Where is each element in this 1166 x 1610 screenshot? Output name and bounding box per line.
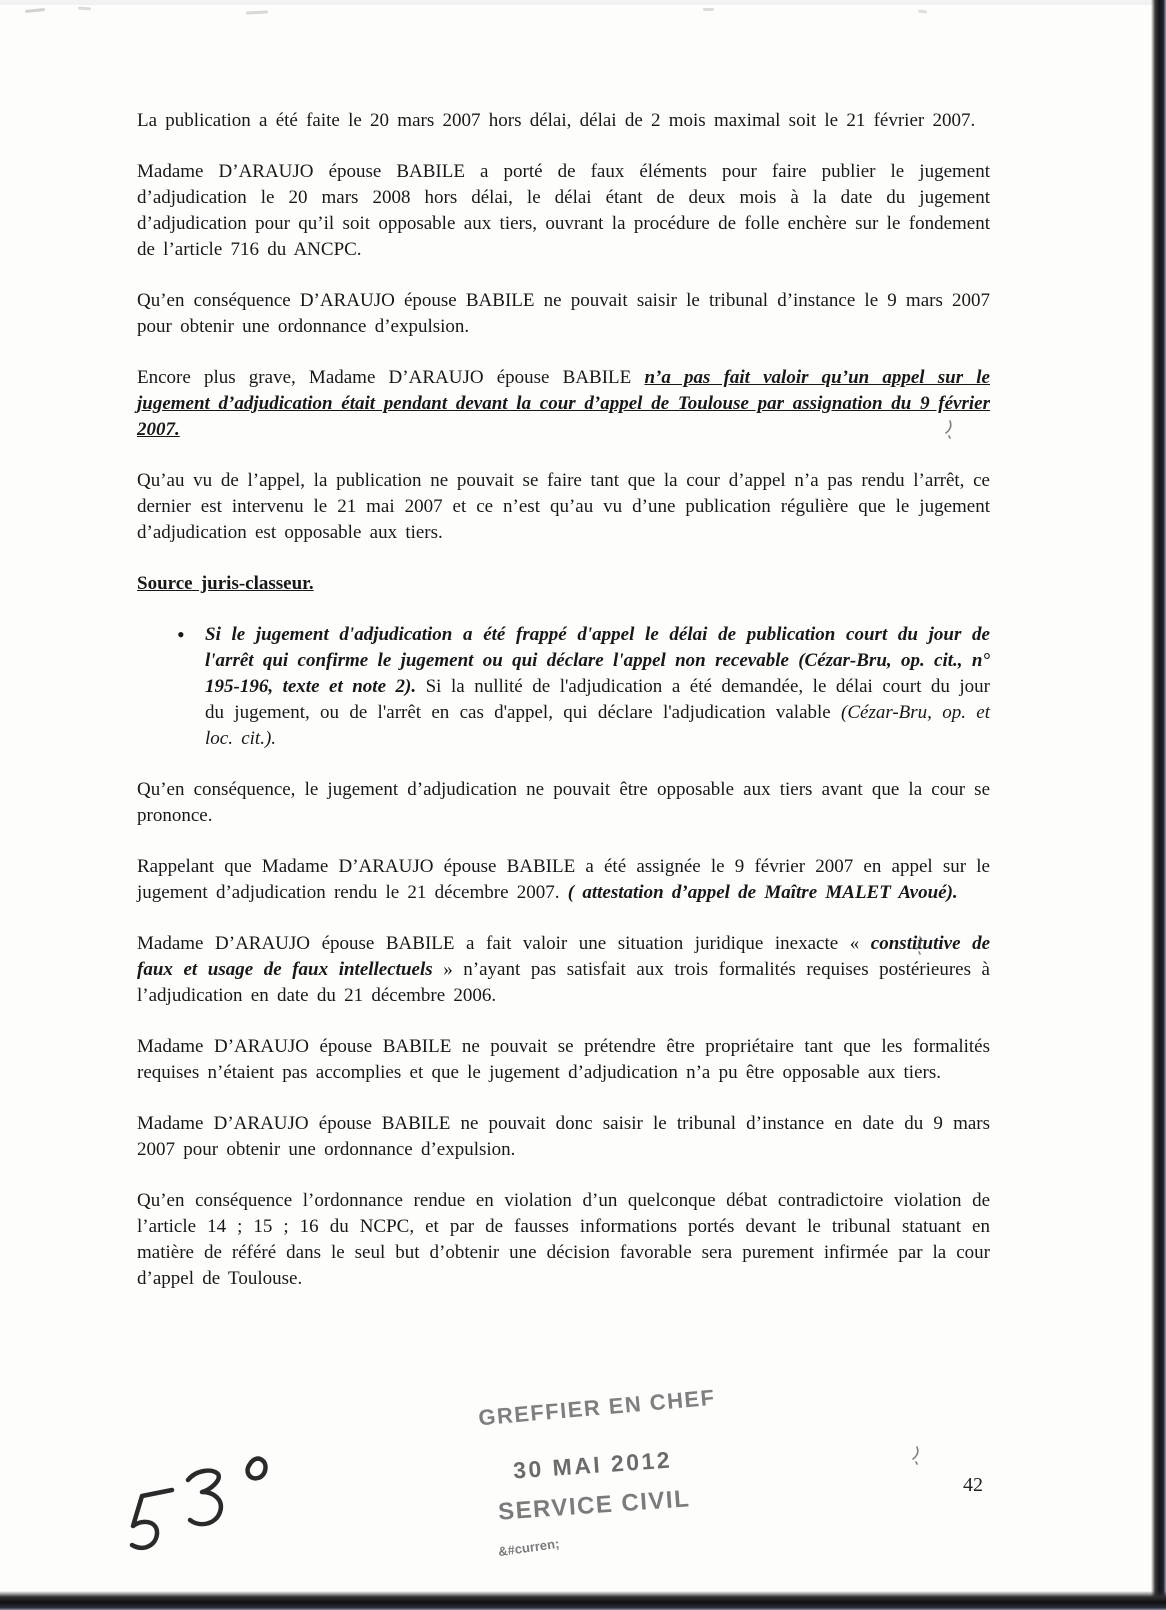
paragraph-text: Qu’en conséquence l’ordonnance rendue en violation d’un quelconque débat contradictoire violation de l’article 14 ; 15 ; 16 du NCPC, et par de fausses informations portés devant le tribunal statuant en matière de référé dans le seul but d’obtenir une décision favorable sera purement infirmée par la cour d’appel de Toulouse. xyxy=(137,1190,990,1289)
section-heading-source xyxy=(137,571,990,597)
faux-intellectuels-clause: constitutive de faux et usage de faux intellectuels xyxy=(137,933,991,980)
pen-mark xyxy=(944,420,954,440)
paragraph-text: La publication a été faite le 20 mars 2007 hors délai, délai de 2 mois maximal soit le 21 février 2007. xyxy=(137,110,976,131)
paragraph-text: Qu’en conséquence D’ARAUJO épouse BABILE ne pouvait saisir le tribunal d’instance le 9 mars 2007 pour obtenir une ordonnance d’expulsion. xyxy=(137,290,990,337)
paragraph-text: » n’ayant pas satisfait aux trois formalités requises postérieures à l’adjudication en date du 21 décembre 2006. xyxy=(137,959,990,1006)
scan-edge-right xyxy=(1151,0,1166,1610)
document-body xyxy=(137,108,990,1317)
handwritten-number xyxy=(126,1452,286,1557)
paragraph-text: Madame D’ARAUJO épouse BABILE ne pouvait se prétendre être propriétaire tant que les formalités requises n’étaient pas accomplies et que le jugement d’adjudication n’a pu être opposable aux tiers. xyxy=(137,1036,990,1083)
scan-edge-top xyxy=(0,0,1166,5)
heading-text: Source juris-classeur. xyxy=(137,573,314,594)
paragraph-ordonnance-infirmee xyxy=(137,1188,990,1292)
emphasized-clause: n’a pas fait valoir qu’un appel sur le jugement d’adjudication était pendant devant la cour d’appel de Toulouse par assignation du 9 février 2007. xyxy=(137,367,990,440)
paragraph-situation-inexacte xyxy=(137,931,990,1009)
scan-smudge xyxy=(78,7,91,11)
paragraph-rappelant xyxy=(137,854,990,906)
paragraph-opposable-tiers xyxy=(137,777,990,829)
stamp-stray-mark: &#curren; xyxy=(497,1535,561,1560)
scan-smudge xyxy=(918,9,927,13)
paragraph-text: Madame D’ARAUJO épouse BABILE a porté de faux éléments pour faire publier le jugement d’adjudication le 20 mars 2008 hors délai, le délai étant de deux mois à la date du jugement d’adjudication pour qu’il soit opposable aux tiers, ouvrant la procédure de folle enchère sur le fondement de l’article 716 du ANCPC. xyxy=(137,161,990,260)
pen-mark xyxy=(911,1446,921,1466)
stamp-service-civil: SERVICE CIVIL xyxy=(497,1485,692,1526)
paragraph-faux-elements xyxy=(137,159,990,263)
citation-normal: Si la nullité de l'adjudication a été demandée, le délai court du jour du jugement, ou de l'arrêt en cas d'appel, qui déclare l'adjudication valable xyxy=(205,676,990,723)
stamp-greffier-en-chef: GREFFIER EN CHEF xyxy=(477,1384,717,1431)
scan-smudge xyxy=(246,10,268,14)
bullet-list xyxy=(137,622,990,752)
stamp-date: 30 MAI 2012 xyxy=(512,1446,673,1484)
citation-italic: (Cézar-Bru, op. et loc. cit.). xyxy=(205,702,990,749)
paragraph-text: Qu’au vu de l’appel, la publication ne pouvait se faire tant que la cour d’appel n’a pas rendu l’arrêt, ce dernier est intervenu le 21 mai 2007 et ce n’est qu’au vu d’une publication régulière que le jugement d’adjudication est opposable aux tiers. xyxy=(137,470,990,543)
paragraph-publication-delai xyxy=(137,108,990,134)
paragraph-consequence-tribunal xyxy=(137,288,990,340)
paragraph-text: Madame D’ARAUJO épouse BABILE ne pouvait donc saisir le tribunal d’instance en date du 9 mars 2007 pour obtenir une ordonnance d’expulsion. xyxy=(137,1113,990,1160)
bullet-item-juris-classeur xyxy=(205,622,990,752)
paragraph-text: Qu’en conséquence, le jugement d’adjudication ne pouvait être opposable aux tiers avant que la cour se prononce. xyxy=(137,779,990,826)
paragraph-text: Madame D’ARAUJO épouse BABILE a fait valoir une situation juridique inexacte « xyxy=(137,933,871,954)
page-number: 42 xyxy=(963,1474,983,1496)
paragraph-pretendre-proprietaire xyxy=(137,1034,990,1086)
pen-mark xyxy=(914,936,924,956)
scan-smudge xyxy=(25,8,45,13)
scan-edge-bottom xyxy=(0,1591,1166,1610)
paragraph-text: Rappelant que Madame D’ARAUJO épouse BABILE a été assignée le 9 février 2007 en appel sur le jugement d’adjudication rendu le 21 décembre 2007. xyxy=(137,856,990,903)
paragraph-au-vu-appel xyxy=(137,468,990,546)
citation-bold-italic: Si le jugement d'adjudication a été frappé d'appel le délai de publication court du jour de l'arrêt qui confirme le jugement ou qui déclare l'appel non recevable (Cézar-Bru, op. cit., n° 195-196, texte et note 2). xyxy=(205,624,990,697)
paragraph-text: Encore plus grave, Madame D’ARAUJO épouse BABILE xyxy=(137,367,645,388)
paragraph-saisir-tribunal xyxy=(137,1111,990,1163)
scan-smudge xyxy=(703,8,714,11)
attestation-clause: ( attestation d’appel de Maître MALET Avoué). xyxy=(567,882,958,903)
paragraph-encore-plus-grave xyxy=(137,365,990,443)
